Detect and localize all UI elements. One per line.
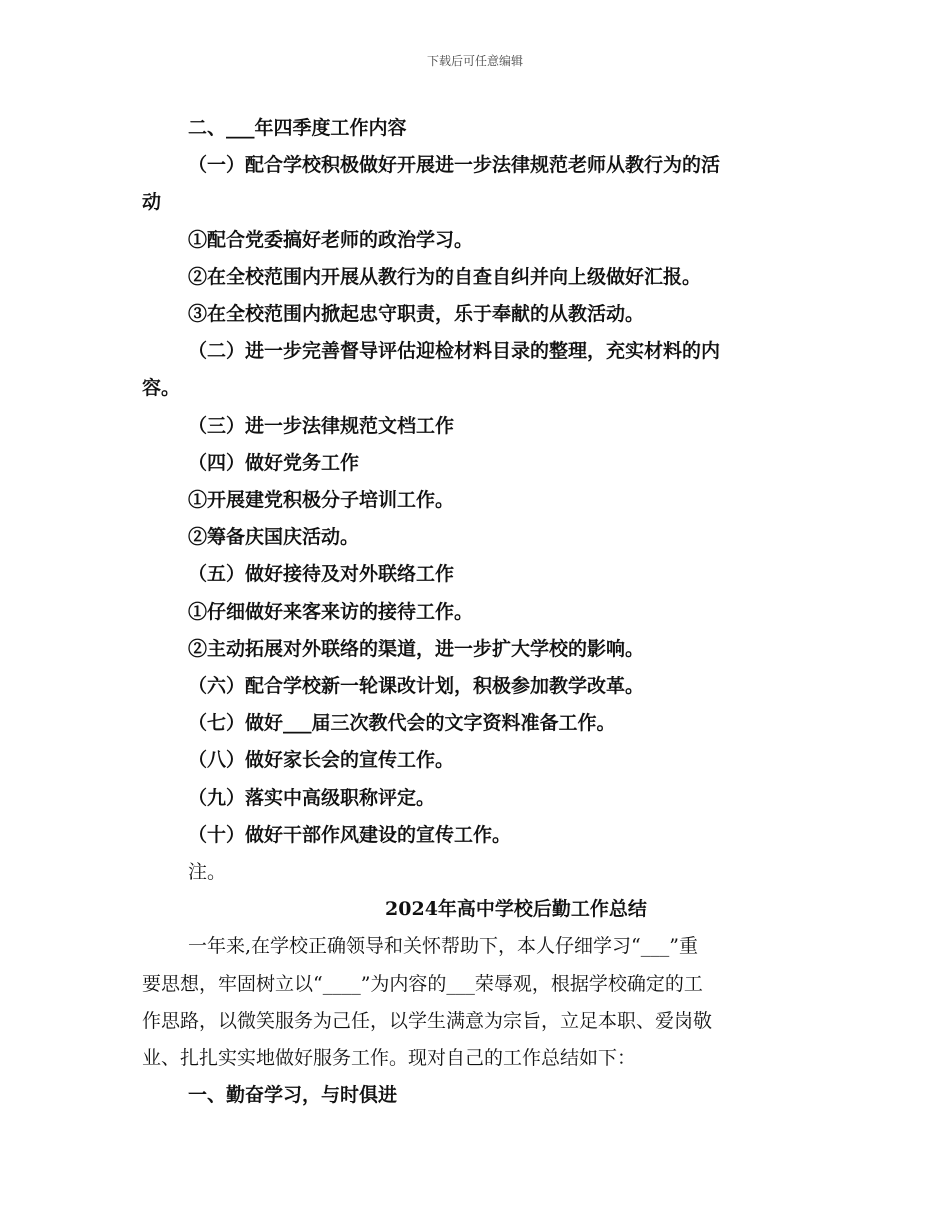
item1-heading-line1: （一）配合学校积极做好开展进一步法律规范老师从教行为的活 — [188, 154, 721, 177]
summary-title: 2024年高中学校后勤工作总结 — [385, 898, 647, 921]
item1-sub3: ③在全校范围内掀起忠守职责，乐于奉献的从教活动。 — [188, 303, 645, 326]
item1-sub1: ①配合党委搞好老师的政治学习。 — [188, 228, 474, 251]
item9: （九）落实中高级职称评定。 — [188, 786, 436, 809]
item3: （三）进一步法律规范文档工作 — [188, 414, 455, 437]
section-title: 二、___年四季度工作内容 — [188, 117, 407, 139]
item5-sub1: ①仔细做好来客来访的接待工作。 — [188, 600, 474, 623]
item1-sub2: ②在全校范围内开展从教行为的自查自纠并向上级做好汇报。 — [188, 265, 702, 288]
item1-heading-line2: 动 — [142, 191, 162, 214]
item4-sub1: ①开展建党积极分子培训工作。 — [188, 489, 455, 512]
note: 注。 — [188, 861, 227, 884]
item7: （七）做好___届三次教代会的文字资料准备工作。 — [188, 712, 616, 735]
item4-heading: （四）做好党务工作 — [188, 451, 360, 474]
summary-intro-line3: 作思路，以微笑服务为己任，以学生满意为宗旨，立足本职、爱岗敬 — [142, 1009, 713, 1032]
summary-intro-line1: 一年来,在学校正确领导和关怀帮助下，本人仔细学习“___”重 — [188, 935, 698, 958]
summary-intro-line4: 业、扎扎实实地做好服务工作。现对自己的工作总结如下： — [142, 1047, 637, 1070]
document-body — [142, 110, 810, 1114]
page-header: 下载后可任意编辑 — [426, 54, 523, 68]
item6: （六）配合学校新一轮课改计划，积极参加教学改革。 — [188, 675, 645, 698]
summary-section1: 一、勤奋学习，与时俱进 — [188, 1084, 398, 1107]
item2-line1: （二）进一步完善督导评估迎检材料目录的整理，充实材料的内 — [188, 340, 721, 363]
summary-intro-line2: 要思想，牢固树立以“____”为内容的___荣辱观，根据学校确定的工 — [142, 972, 703, 995]
item10: （十）做好干部作风建设的宣传工作。 — [188, 823, 512, 846]
item2-line2: 容。 — [142, 377, 181, 400]
item5-heading: （五）做好接待及对外联络工作 — [188, 563, 455, 586]
item4-sub2: ②筹备庆国庆活动。 — [188, 526, 360, 549]
item8: （八）做好家长会的宣传工作。 — [188, 749, 455, 772]
item5-sub2: ②主动拓展对外联络的渠道，进一步扩大学校的影响。 — [188, 637, 645, 660]
